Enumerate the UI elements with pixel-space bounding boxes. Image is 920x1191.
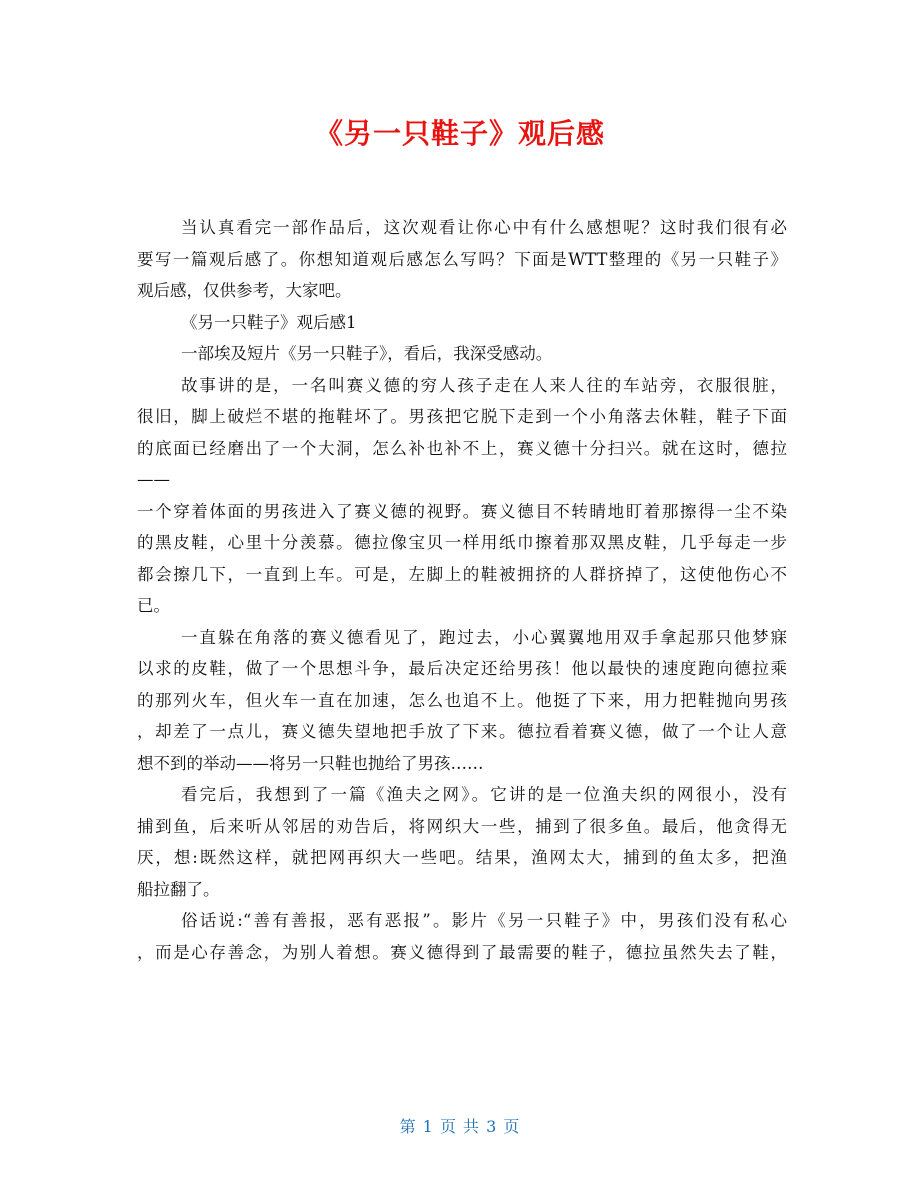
text-line: 一部埃及短片《另一只鞋子》，看后，我深受感动。 [181,344,553,363]
text-line: 《另一只鞋子》观后感1 [181,312,357,332]
text-line: 厌，想:既然这样，就把网再织大一些吧。结果，渔网太大，捕到的鱼太多，把渔 [137,848,787,867]
text-line: 一直躲在角落的赛义德看见了，跑过去，小心翼翼地用双手拿起那只他梦寐 [181,627,787,647]
text-line: 船拉翻了。 [137,879,220,899]
page-footer: 第 1 页 共 3 页 [399,1117,521,1136]
text-line: 很旧，脚上破烂不堪的拖鞋坏了。男孩把它脱下走到一个小角落去休鞋，鞋子下面 [137,407,787,426]
text-line: 看完后，我想到了一篇《渔夫之网》。它讲的是一位渔夫织的网很小，没有 [181,785,787,804]
text-line: ，而是心存善念，为别人着想。赛义德得到了最需要的鞋子，德拉虽然失去了鞋， [137,942,787,962]
text-line: 一个穿着体面的男孩进入了赛义德的视野。赛义德目不转睛地盯着那擦得一尘不染 [137,501,787,521]
text-line: 当认真看完一部作品后，这次观看让你心中有什么感想呢？这时我们很有必 [181,218,787,237]
text-line: 观后感，仅供参考，大家吧。 [137,281,352,300]
text-line: 已。 [137,596,170,615]
text-line: 以求的皮鞋，做了一个思想斗争，最后决定还给男孩！他以最快的速度跑向德拉乘 [137,659,787,678]
document-title: 《另一只鞋子》观后感 [314,117,605,150]
text-line: —— [137,470,170,489]
text-line: 俗话说:“善有善报，恶有恶报”。影片《另一只鞋子》中，男孩们没有私心 [181,911,787,930]
document-body [137,212,787,968]
text-line: ，却差了一点儿，赛义德失望地把手放了下来。德拉看着赛义德，做了一个让人意 [137,722,787,741]
text-line: 要写一篇观后感了。你想知道观后感怎么写吗？下面是WTT整理的《另一只鞋子》 [137,249,787,269]
text-line: 都会擦几下，一直到上车。可是，左脚上的鞋被拥挤的人群挤掉了，这使他伤心不 [137,564,787,584]
text-line: 的底面已经磨出了一个大洞，怎么补也补不上，赛义德十分扫兴。就在这时，德拉 [137,438,787,458]
text-line: 捕到鱼，后来听从邻居的劝告后，将网织大一些，捕到了很多鱼。最后，他贪得无 [137,816,787,836]
text-line: 想不到的举动——将另一只鞋也抛给了男孩…… [137,753,484,773]
text-line: 的黑皮鞋，心里十分羡慕。德拉像宝贝一样用纸巾擦着那双黑皮鞋，几乎每走一步 [137,533,787,552]
text-line: 故事讲的是，一名叫赛义德的穷人孩子走在人来人往的车站旁，衣服很脏， [181,375,787,395]
text-line: 的那列火车，但火车一直在加速，怎么也追不上。他挺了下来，用力把鞋抛向男孩 [137,690,787,710]
